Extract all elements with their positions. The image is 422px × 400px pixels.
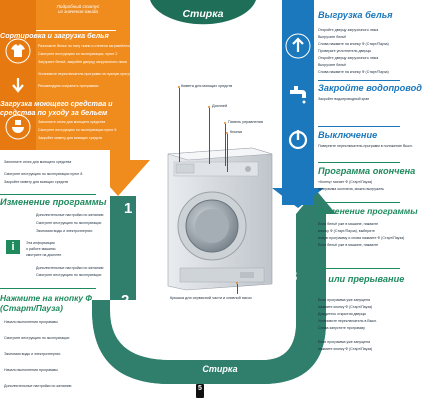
left-header-line-1: Подробный статус [56,4,100,9]
right-text: Дождитесь открытия дверцы [318,312,367,316]
left-text: Смотрите инструкцию по эксплуатации пункт 8 [4,172,83,176]
leader-line [179,88,180,162]
right-text: Откройте дверцу загрузочного люка [318,28,379,32]
step-number-3: 3 [289,268,298,285]
divider [318,126,400,127]
left-text: Заполните отсек для моющего средства [38,120,106,124]
divider [318,162,400,163]
left-text: Смотрите инструкцию по эксплуатации пункт 8 [38,128,117,132]
left-text: Начало выполнения программы [4,320,58,324]
right-text: Если бельё уже в машине, нажмите [318,243,379,247]
info-text: о работе машины [26,247,56,251]
step-number-2: 2 [121,292,130,309]
left-section-title-press-start: Нажмите на кнопку Ф (Старт/Пауза) [0,293,92,313]
faucet-icon [284,80,312,108]
right-section-title-or-interrupt: ... или прерывание [318,274,405,284]
left-text: Заполните отсек для моющего средства [4,160,72,164]
left-section-title-sorting: Сортировка и загрузка белья [0,31,109,40]
page-number: 5 [198,385,202,392]
label-buttons: Кнопки [230,130,243,134]
right-section-title-unload: Выгрузка белья [318,10,393,20]
left-text: Разложите белье по типу ткани и степени загрязнённости [38,44,135,48]
right-text: Установите переключатель в Выкл. [318,319,378,323]
left-text: Установите переключатель программ на нужную программу [38,72,139,76]
left-text: Закройте кювету для моющих средств [38,136,103,140]
label-service-cover: Крышка для сервисной части и сливной насос [170,296,252,300]
left-text: Закройте кювету для моющих средств [4,180,69,184]
right-text: Если программа уже запущена [318,298,370,302]
right-text: Откройте дверцу загрузочного люка [318,56,379,60]
divider [318,202,400,203]
right-text: «Конец» мигает Ф (Старт/Пауза) [318,180,373,184]
left-text: Экономия воды и электроэнергии [4,352,61,356]
info-text: Эта информация [26,241,55,245]
divider [318,268,400,269]
top-wash-label: Стирка [182,8,224,20]
label-display: Дисплей [212,104,228,108]
left-header-line-2: из значения ожида [58,9,98,14]
right-text: Поверните переключатель программ в положение Выкл. [318,144,413,148]
label-control-panel: Панель управления [228,120,263,124]
right-text: программа окончена, можно выгружать [318,187,384,191]
divider [318,80,400,81]
leader-line [225,124,226,166]
right-text: кнопку Ф (Старт/Пауза), выберите [318,229,375,233]
right-text: Снова нажмите на кнопку Ф (Старт/Пауза) [318,42,389,46]
right-text: Выгрузите бельё [318,35,347,39]
right-text: новую программу и снова нажмите Ф (Старт/Пауза) [318,236,405,240]
right-text: Снова нажмите на кнопку Ф (Старт/Пауза) [318,70,389,74]
right-text: нажмите кнопку Ф (Старт/Пауза) [318,305,373,309]
right-text: Если бельё уже в машине, нажмите [318,222,379,226]
info-text: смотрите на дисплее [26,253,62,257]
right-text: Снова запустите программу [318,326,365,330]
left-text: Смотрите инструкцию по эксплуатации [36,221,102,225]
left-section-title-detergent: Загрузка моющего средства и средства по уходу за бельем [0,99,113,117]
info-icon: i [6,240,20,254]
right-text: нажмите кнопку Ф (Старт/Пауза) [318,347,373,351]
left-text: Дополнительные настройки по желанию [4,384,72,388]
label-detergent-drawer: Кювета для моющих средств [181,84,233,88]
right-section-title-close-water: Закройте водопровод [318,83,422,93]
leader-line [209,108,210,164]
bottom-wash-label: Стирка [202,364,238,374]
left-text: Смотрите инструкцию по эксплуатации [4,336,70,340]
power-icon [284,126,312,154]
left-text: Экономия воды и электроэнергии [36,229,93,233]
right-text: Если программа уже запущена [318,340,370,344]
unload-icon [284,32,312,60]
left-text: Смотрите инструкцию по эксплуатации, пункт 2 [38,52,118,56]
leader-line [227,134,228,172]
left-text: Начало выполнения программы [4,368,58,372]
left-text: Смотрите инструкцию по эксплуатации [36,273,102,277]
left-text: Загрузите бельё, закройте дверцу загрузочного люка [38,60,127,64]
leader-line [237,284,238,294]
right-section-title-switch-off: Выключение [318,130,378,140]
right-text: Выгрузите бельё [318,63,347,67]
left-text: Дополнительные настройки по желанию [36,213,104,217]
left-text: Дополнительные настройки по желанию [36,266,104,270]
step-number-1: 1 [124,200,133,217]
right-text: Проверьте уплотнитель дверцы [318,49,372,53]
right-text: Закройте водопроводный кран [318,97,370,101]
washing-machine-illustration [160,126,276,296]
right-section-title-change-program: Изменение программы [318,206,418,216]
left-text: Рекомендуем сохранять программы [38,84,99,88]
right-section-title-program-done: Программа окончена [318,166,416,176]
left-section-title-change-program: Изменение программы [0,197,107,207]
